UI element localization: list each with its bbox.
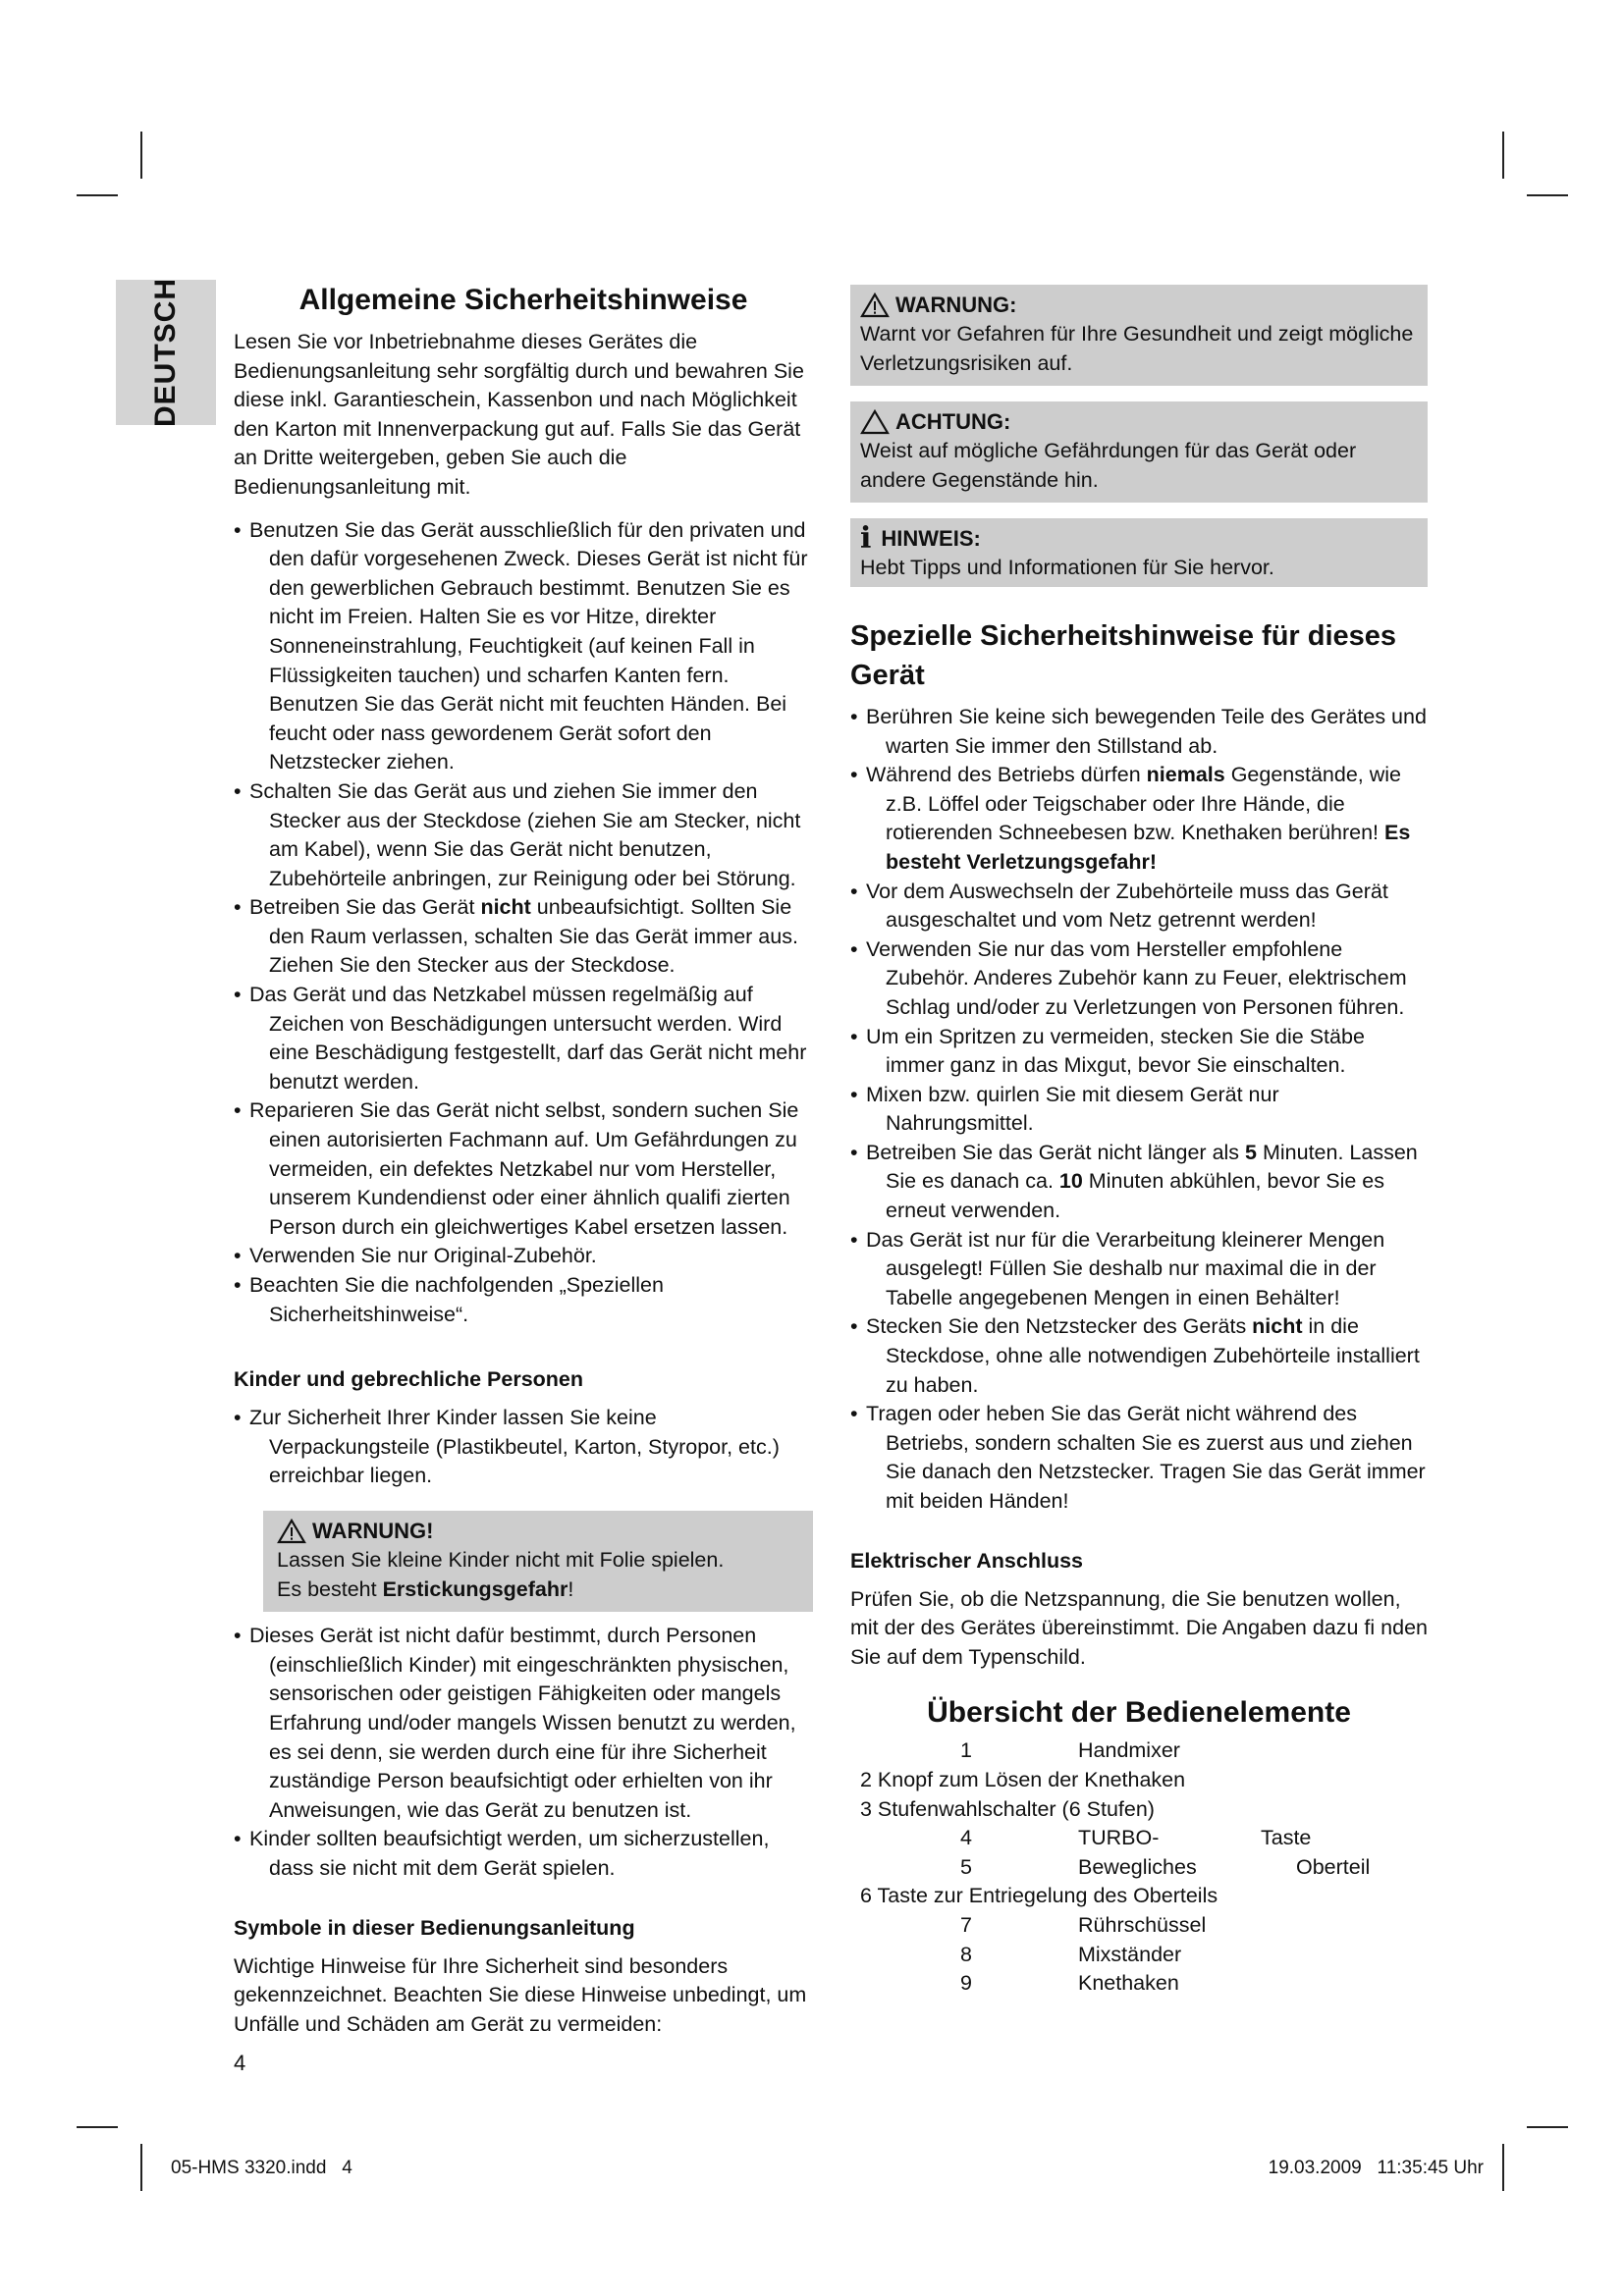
hint-box: [850, 518, 1428, 587]
list-item: • Benutzen Sie das Gerät ausschließlich für den privaten und den dafür vorgesehenen Zweck. Dieses Gerät ist nicht für den gewerblichen Gebrauch bestimmt. Benutzen Sie es nicht im Freien. Halten Sie es vor Hitze, direkter Sonneneinstrahlung, Feuchtigkeit (auf keinen Fall in Flüssigkeiten tauchen) und scharfen Kanten fern. Benutzen Sie das Gerät nicht mit feuchten Händen. Bei feucht oder nass gewordenem Gerät sofort den Netzstecker ziehen.: [234, 516, 813, 777]
list-item: • Vor dem Auswechseln der Zubehörteile muss das Gerät ausgeschaltet und vom Netz getrennt werden!: [850, 878, 1428, 935]
overview-row: 2 Knopf zum Lösen der Knethaken: [860, 1767, 1186, 1791]
overview-row: 6 Taste zur Entriegelung des Oberteils: [860, 1884, 1218, 1908]
kinder-list: [234, 1404, 813, 1491]
page-number: 4: [234, 2051, 246, 2075]
footer-datetime: 19.03.2009 11:35:45 Uhr: [1268, 2158, 1484, 2178]
crop-mark: [1527, 2126, 1568, 2128]
crop-mark: [1502, 2144, 1504, 2191]
intro-paragraph: Lesen Sie vor Inbetriebnahme dieses Gerätes die Bedienungsanleitung sehr sorgfältig durch und bewahren Sie diese inkl. Garantieschein, Kassenbon und nach Möglichkeit den Karton mit Innenverpackung gut auf. Falls Sie das Gerät an Dritte weitergeben, geben Sie auch die Bedienungsanleitung mit.: [234, 330, 804, 499]
list-item: • Berühren Sie keine sich bewegenden Teile des Gerätes und warten Sie immer den Stillstand ab.: [850, 703, 1428, 761]
warning-triangle-icon: [277, 1519, 306, 1544]
list-item: • Mixen bzw. quirlen Sie mit diesem Gerät nur Nahrungsmittel.: [850, 1081, 1428, 1139]
section-heading-kinder: Kinder und gebrechliche Personen: [234, 1367, 584, 1392]
crop-mark: [1527, 194, 1568, 196]
section-heading-elektrisch: Elektrischer Anschluss: [850, 1548, 1084, 1573]
list-item: • Beachten Sie die nachfolgenden „Speziellen Sicherheitshinweise“.: [234, 1271, 813, 1329]
hint-text: Hebt Tipps und Informationen für Sie hervor.: [860, 556, 1274, 580]
list-item: • Reparieren Sie das Gerät nicht selbst, sondern suchen Sie einen autorisierten Fachmann auf. Um Gefährdungen zu vermeiden, ein defektes Netzkabel nur vom Hersteller, unserem Kundendienst oder einer ähnlich qualifi zierten Person durch ein gleichwertiges Kabel ersetzen lassen.: [234, 1096, 813, 1242]
crop-mark: [1502, 132, 1504, 179]
overview-row: 5 Bewegliches Oberteil: [960, 1854, 1371, 1879]
list-item: • Tragen oder heben Sie das Gerät nicht während des Betriebs, sondern schalten Sie es zuerst aus und ziehen Sie danach den Netzstecker. Tragen Sie das Gerät immer mit beiden Händen!: [850, 1400, 1428, 1516]
warning-box-children: [263, 1511, 813, 1612]
crop-mark: [140, 2144, 142, 2191]
info-icon: i: [860, 521, 872, 557]
warning-title: WARNUNG:: [895, 293, 1017, 317]
list-item: • Dieses Gerät ist nicht dafür bestimmt, durch Personen (einschließlich Kinder) mit eingeschränkten physischen, sensorischen oder geistigen Fähigkeiten oder mangels Erfahrung und/oder mangels Wissen benutzt zu werden, es sei denn, sie werden durch eine für ihre Sicherheit zuständige Person beaufsichtigt oder erhielten von ihr Anweisungen, wie das Gerät zu benutzen ist.: [234, 1622, 813, 1825]
warning-box: [850, 285, 1428, 386]
list-item: • Stecken Sie den Netzstecker des Geräts nicht in die Steckdose, ohne alle notwendigen Zubehörteile installiert zu haben.: [850, 1312, 1428, 1400]
list-item: • Schalten Sie das Gerät aus und ziehen Sie immer den Stecker aus der Steckdose (ziehen Sie am Stecker, nicht am Kabel), wenn Sie das Gerät nicht benutzen, Zubehörteile anbringen, zur Reinigung oder bei Störung.: [234, 777, 813, 893]
language-tab-label: DEUTSCH: [149, 277, 182, 428]
caution-title: ACHTUNG:: [895, 409, 1011, 435]
symbole-paragraph: Wichtige Hinweise für Ihre Sicherheit sind besonders gekennzeichnet. Beachten Sie diese Hinweise unbedingt, um Unfälle und Schäden am Gerät zu vermeiden:: [234, 1953, 807, 2036]
warning-text: Warnt vor Gefahren für Ihre Gesundheit und zeigt mögliche Verletzungsrisiken auf.: [860, 322, 1414, 375]
caution-triangle-icon: [860, 409, 890, 435]
crop-mark: [77, 2126, 118, 2128]
left-column: [234, 281, 813, 2039]
special-safety-list: [850, 703, 1428, 1517]
overview-row: 7 Rührschüssel: [960, 1912, 1207, 1937]
footer-file: 05-HMS 3320.indd 4: [171, 2158, 352, 2178]
list-item: • Kinder sollten beaufsichtigt werden, um sicherzustellen, dass sie nicht mit dem Gerät spielen.: [234, 1825, 813, 1883]
safety-list: [234, 516, 813, 1330]
section-heading-overview: Übersicht der Bedienelemente: [927, 1696, 1351, 1730]
page-title: Allgemeine Sicherheitshinweise: [298, 284, 748, 316]
caution-text: Weist auf mögliche Gefährdungen für das Gerät oder andere Gegenstände hin.: [860, 439, 1357, 492]
crop-mark: [140, 132, 142, 179]
kinder-list-2: [234, 1622, 813, 1883]
warning-text: Lassen Sie kleine Kinder nicht mit Folie spielen.: [277, 1547, 725, 1572]
overview-list: [850, 1736, 1428, 1998]
list-item: • Zur Sicherheit Ihrer Kinder lassen Sie keine Verpackungsteile (Plastikbeutel, Karton, Styropor, etc.) erreichbar liegen.: [234, 1404, 813, 1491]
overview-row: 3 Stufenwahlschalter (6 Stufen): [860, 1796, 1155, 1821]
list-item: • Verwenden Sie nur das vom Hersteller empfohlene Zubehör. Anderes Zubehör kann zu Feuer, elektrischem Schlag und/oder zu Verletzungen von Personen führen.: [850, 935, 1428, 1023]
list-item: • Das Gerät und das Netzkabel müssen regelmäßig auf Zeichen von Beschädigungen untersucht werden. Wird eine Beschädigung festgestellt, darf das Gerät nicht mehr benutzt werden.: [234, 981, 813, 1096]
list-item: • Betreiben Sie das Gerät nicht länger als 5 Minuten. Lassen Sie es danach ca. 10 Minuten abkühlen, bevor Sie es erneut verwenden.: [850, 1139, 1428, 1226]
section-heading-symbole: Symbole in dieser Bedienungsanleitung: [234, 1915, 635, 1940]
warning-triangle-icon: [860, 293, 890, 318]
elektrisch-paragraph: Prüfen Sie, ob die Netzspannung, die Sie benutzen wollen, mit der des Gerätes übereinstimmt. Die Angaben dazu fi nden Sie auf dem Typenschild.: [850, 1586, 1428, 1669]
list-item: • Um ein Spritzen zu vermeiden, stecken Sie die Stäbe immer ganz in das Mixgut, bevor Sie einschalten.: [850, 1023, 1428, 1081]
overview-row: 8 Mixständer: [960, 1942, 1182, 1966]
caution-box: [850, 401, 1428, 503]
overview-row: 9 Knethaken: [960, 1971, 1179, 1996]
list-item: • Das Gerät ist nur für die Verarbeitung kleinerer Mengen ausgelegt! Füllen Sie deshalb nur maximal die in der Tabelle angegebenen Mengen in einen Behälter!: [850, 1226, 1428, 1313]
right-column: [850, 285, 1428, 1999]
warning-text: Es besteht Erstickungsgefahr!: [277, 1576, 574, 1601]
list-item: • Verwenden Sie nur Original-Zubehör.: [234, 1242, 813, 1271]
section-heading-spezielle: Spezielle Sicherheitshinweise für dieses Gerät: [850, 619, 1397, 691]
crop-mark: [77, 194, 118, 196]
overview-row: 1 Handmixer: [960, 1738, 1180, 1763]
warning-box-header: WARNUNG!: [277, 1517, 803, 1546]
list-item: • Während des Betriebs dürfen niemals Gegenstände, wie z.B. Löffel oder Teigschaber oder Ihre Hände, die rotierenden Schneebesen bzw. Knethaken berühren! Es besteht Verletzungsgefahr!: [850, 761, 1428, 877]
language-tab: [116, 277, 216, 428]
overview-row: 4 TURBO- Taste: [960, 1826, 1312, 1850]
hint-title: HINWEIS:: [881, 526, 981, 552]
list-item: • Betreiben Sie das Gerät nicht unbeaufsichtigt. Sollten Sie den Raum verlassen, schalten Sie das Gerät immer aus. Ziehen Sie den Stecker aus der Steckdose.: [234, 893, 813, 981]
